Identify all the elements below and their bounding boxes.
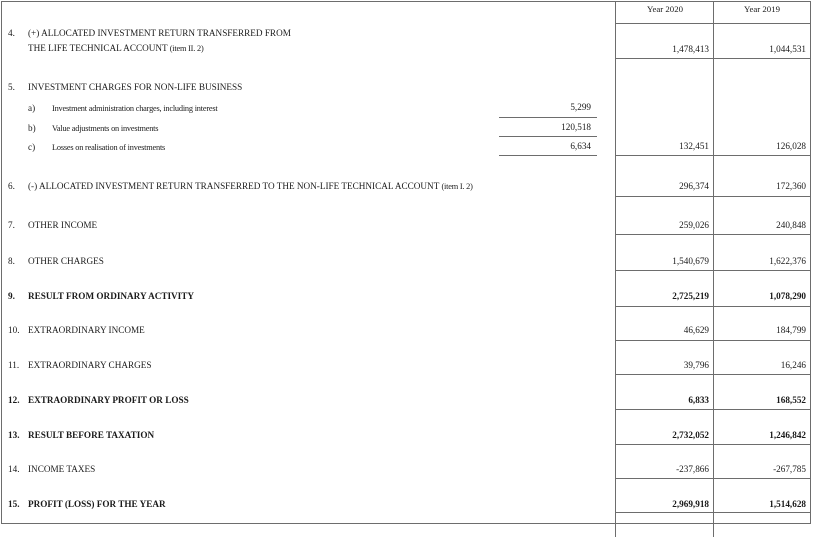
row-rule <box>615 444 811 445</box>
row-rule <box>615 23 811 24</box>
value-2020: 1,540,679 <box>672 256 709 266</box>
row-label: (-) ALLOCATED INVESTMENT RETURN TRANSFERRED TO THE NON-LIFE TECHNICAL ACCOUNT (item I. 2) <box>28 181 473 191</box>
row-label: (+) ALLOCATED INVESTMENT RETURN TRANSFERRED FROM <box>28 28 291 38</box>
value-2020: 46,629 <box>683 325 709 335</box>
row-rule <box>615 196 811 197</box>
value-2020: 6,833 <box>688 395 709 405</box>
column-divider <box>615 1 616 537</box>
row-rule <box>615 234 811 235</box>
row-label-cont: THE LIFE TECHNICAL ACCOUNT (item II. 2) <box>28 43 204 53</box>
value-2019: 126,028 <box>776 141 806 151</box>
column-divider <box>713 1 714 537</box>
sub-item-label: Losses on realisation of investments <box>52 143 166 152</box>
sub-item-label: Value adjustments on investments <box>52 124 159 133</box>
row-number: 5. <box>8 82 15 92</box>
row-label: EXTRAORDINARY CHARGES <box>28 360 152 370</box>
value-2019: 1,514,628 <box>769 499 806 509</box>
row-label: PROFIT (LOSS) FOR THE YEAR <box>28 499 166 509</box>
sub-item-rule <box>499 136 597 137</box>
row-number: 8. <box>8 256 15 266</box>
sub-item-rule <box>499 155 597 156</box>
value-2019: 1,622,376 <box>769 256 806 266</box>
sub-item-letter: b) <box>28 123 36 133</box>
value-2019: 240,848 <box>776 220 806 230</box>
row-label: INVESTMENT CHARGES FOR NON-LIFE BUSINESS <box>28 82 243 92</box>
value-2020: 1,478,413 <box>672 44 709 54</box>
value-2019: 16,246 <box>780 360 806 370</box>
row-label: RESULT FROM ORDINARY ACTIVITY <box>28 291 195 301</box>
row-number: 9. <box>8 291 15 301</box>
row-label: OTHER CHARGES <box>28 256 104 266</box>
value-2020: 2,732,052 <box>672 430 709 440</box>
value-2019: 172,360 <box>776 181 806 191</box>
row-number: 6. <box>8 181 15 191</box>
header-year-2020: Year 2020 <box>646 4 683 14</box>
row-rule <box>615 306 811 307</box>
row-number: 13. <box>8 430 20 440</box>
row-number: 15. <box>8 499 20 509</box>
value-2020: 2,969,918 <box>672 499 709 509</box>
row-label: RESULT BEFORE TAXATION <box>28 430 155 440</box>
sub-item-value: 120,518 <box>561 122 591 132</box>
row-rule <box>615 512 811 513</box>
row-number: 4. <box>8 28 15 38</box>
sub-item-label: Investment administration charges, including interest <box>52 104 218 113</box>
value-2019: 1,246,842 <box>769 430 806 440</box>
row-label: INCOME TAXES <box>28 464 96 474</box>
row-number: 10. <box>8 325 20 335</box>
header-year-2019: Year 2019 <box>743 4 780 14</box>
value-2020: 39,796 <box>683 360 709 370</box>
value-2019: -267,785 <box>773 464 806 474</box>
row-label: OTHER INCOME <box>28 220 98 230</box>
row-rule <box>615 340 811 341</box>
row-number: 12. <box>8 395 20 405</box>
sub-item-rule <box>499 117 597 118</box>
sub-item-value: 5,299 <box>570 102 591 112</box>
row-label: EXTRAORDINARY INCOME <box>28 325 145 335</box>
value-2020: 132,451 <box>679 141 709 151</box>
sub-item-letter: a) <box>28 103 36 113</box>
row-label: EXTRAORDINARY PROFIT OR LOSS <box>28 395 189 405</box>
row-number: 7. <box>8 220 15 230</box>
value-2020: -237,866 <box>676 464 709 474</box>
row-rule <box>615 270 811 271</box>
row-number: 11. <box>8 360 20 370</box>
value-2020: 296,374 <box>679 181 709 191</box>
value-2019: 184,799 <box>776 325 806 335</box>
row-rule <box>615 409 811 410</box>
value-2019: 1,078,290 <box>769 291 806 301</box>
row-rule <box>615 58 811 59</box>
row-rule <box>615 374 811 375</box>
row-number: 14. <box>8 464 20 474</box>
value-2019: 168,552 <box>776 395 806 405</box>
value-2020: 2,725,219 <box>672 291 709 301</box>
value-2019: 1,044,531 <box>769 44 806 54</box>
row-rule <box>615 155 811 156</box>
row-rule <box>615 478 811 479</box>
value-2020: 259,026 <box>679 220 709 230</box>
sub-item-value: 6,634 <box>570 141 591 151</box>
sub-item-letter: c) <box>28 142 36 152</box>
